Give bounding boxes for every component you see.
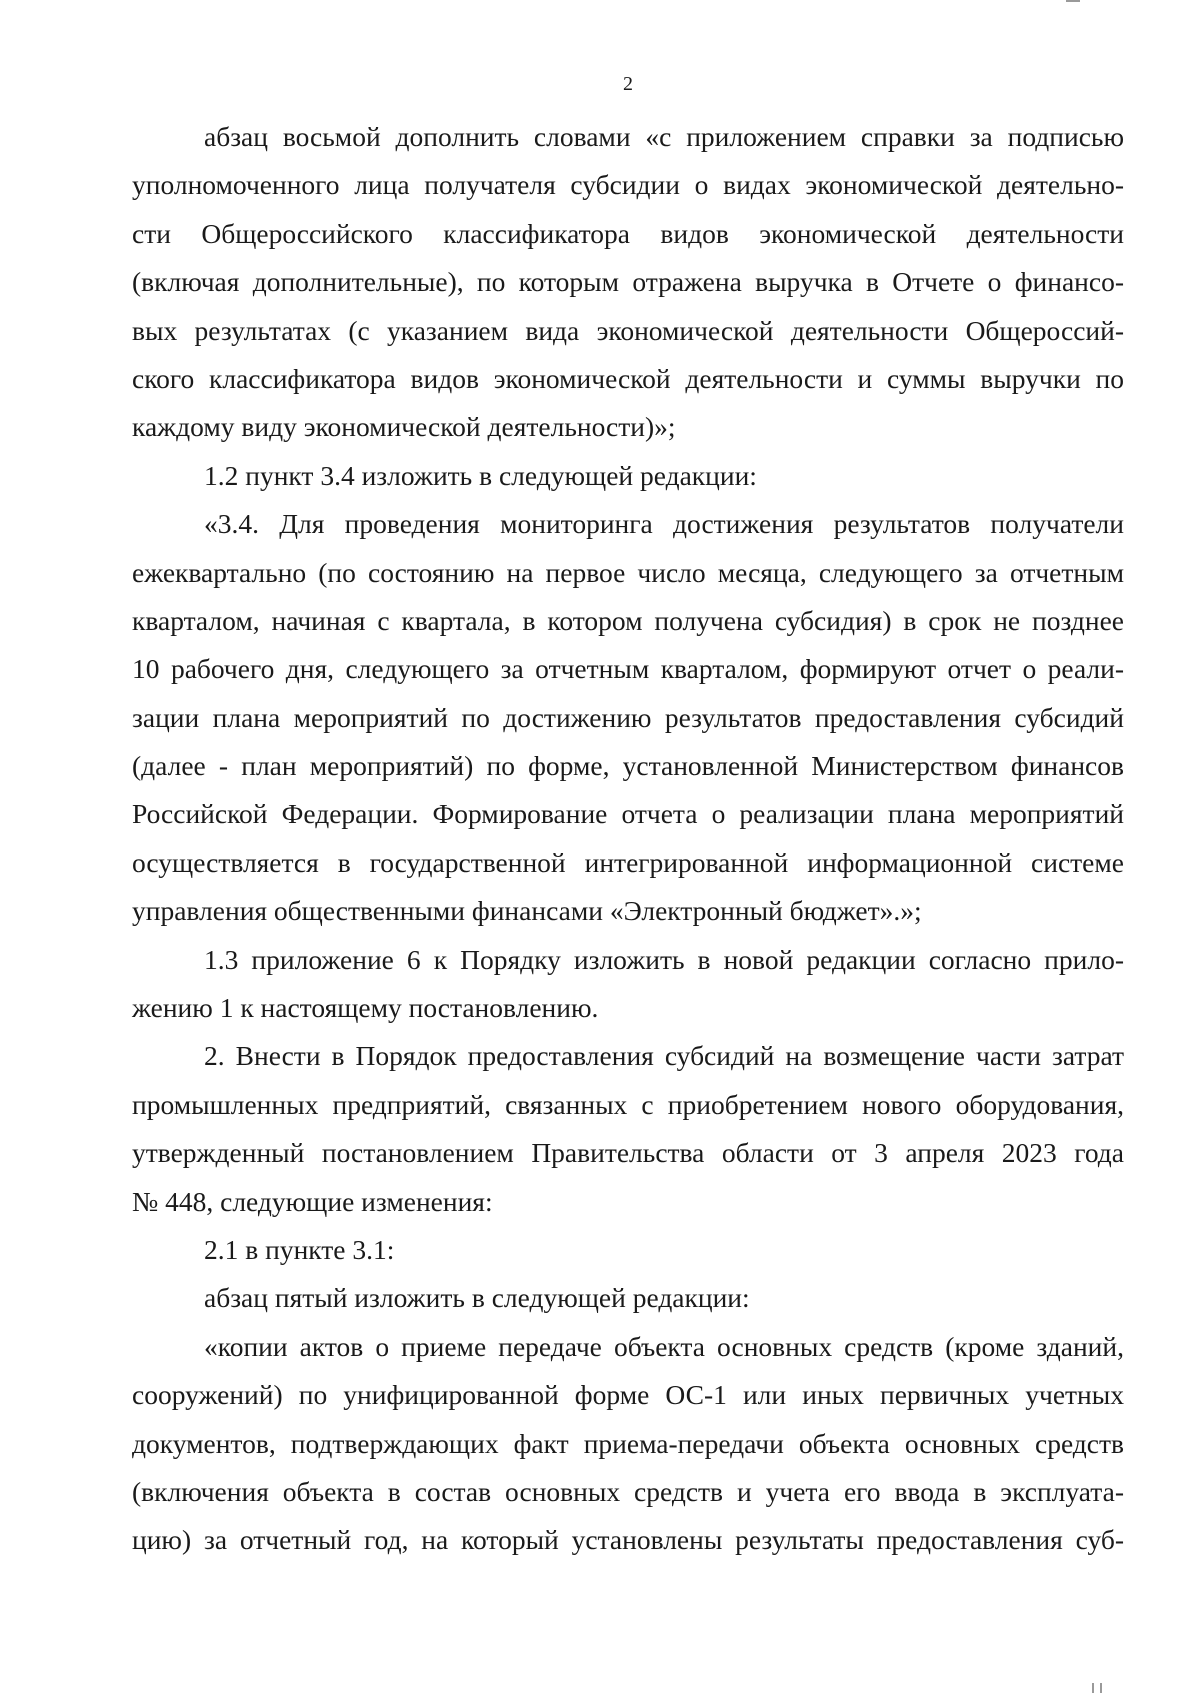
paragraph [132, 1323, 1124, 1565]
text-line: абзац восьмой дополнить словами «с приложением справки за подписью [204, 121, 1124, 152]
text-line: зации плана мероприятий по достижению результатов предоставления субсидий [132, 701, 1124, 733]
text-line: жению 1 к настоящему постановлению. [132, 992, 599, 1024]
text-line: «копии актов о приеме передаче объекта основных средств (кроме зданий, [204, 1330, 1124, 1362]
text-line: управления общественными финансами «Электронный бюджет».»; [132, 895, 922, 927]
text-line: уполномоченного лица получателя субсидии о видах экономической деятельно- [132, 169, 1124, 201]
text-line: сооружений) по унифицированной форме ОС-1 или иных первичных учетных [132, 1379, 1124, 1411]
text-line: 2.1 в пункте 3.1: [204, 1233, 395, 1265]
text-line: (включения объекта в состав основных средств и учета его ввода в эксплуата- [132, 1475, 1124, 1507]
text-line: 10 рабочего дня, следующего за отчетным кварталом, формируют отчет о реали- [132, 653, 1124, 685]
text-line: Российской Федерации. Формирование отчета о реализации плана мероприятий [132, 798, 1124, 830]
text-line: вых результатах (с указанием вида экономической деятельности Общероссий- [132, 314, 1124, 346]
page-number: 2 [623, 73, 633, 95]
text-line: (далее - план мероприятий) по форме, установленной Министерством финансов [132, 750, 1124, 782]
paragraph [132, 1032, 1124, 1226]
text-line: утвержденный постановлением Правительства области от 3 апреля 2023 года [132, 1137, 1124, 1169]
text-line: кварталом, начиная с квартала, в котором получена субсидия) в срок не позднее [132, 604, 1124, 636]
scan-artifact [1092, 1683, 1094, 1693]
paragraph [132, 452, 1124, 500]
paragraph [132, 1274, 1124, 1322]
text-line: (включая дополнительные), по которым отражена выручка в Отчете о финансо- [132, 266, 1124, 298]
scan-artifact [1066, 0, 1080, 2]
paragraph [132, 936, 1124, 1033]
text-line: ского классификатора видов экономической деятельности и суммы выручки по [132, 362, 1124, 394]
text-line: абзац пятый изложить в следующей редакции: [204, 1282, 750, 1314]
text-line: «3.4. Для проведения мониторинга достижения результатов получатели [204, 508, 1124, 540]
text-line: осуществляется в государственной интегрированной информационной системе [132, 846, 1124, 878]
text-line: каждому виду экономической деятельности)»; [132, 411, 676, 443]
text-line: документов, подтверждающих факт приема-передачи объекта основных средств [132, 1427, 1124, 1459]
paragraph [132, 1226, 1124, 1274]
text-line: цию) за отчетный год, на который установлены результаты предоставления суб- [132, 1524, 1124, 1556]
text-line: сти Общероссийского классификатора видов экономической деятельности [132, 217, 1124, 249]
text-line: 1.2 пункт 3.4 изложить в следующей редакции: [204, 459, 757, 491]
scan-artifact [1100, 1683, 1102, 1693]
text-line: промышленных предприятий, связанных с приобретением нового оборудования, [132, 1088, 1124, 1120]
paragraph [132, 113, 1124, 452]
text-line: 2. Внести в Порядок предоставления субсидий на возмещение части затрат [204, 1040, 1124, 1072]
document-body [132, 113, 1124, 1565]
text-line: ежеквартально (по состоянию на первое число месяца, следующего за отчетным [132, 556, 1124, 588]
text-line: 1.3 приложение 6 к Порядку изложить в новой редакции согласно прило- [204, 943, 1124, 975]
paragraph [132, 500, 1124, 936]
text-line: № 448, следующие изменения: [132, 1185, 493, 1217]
